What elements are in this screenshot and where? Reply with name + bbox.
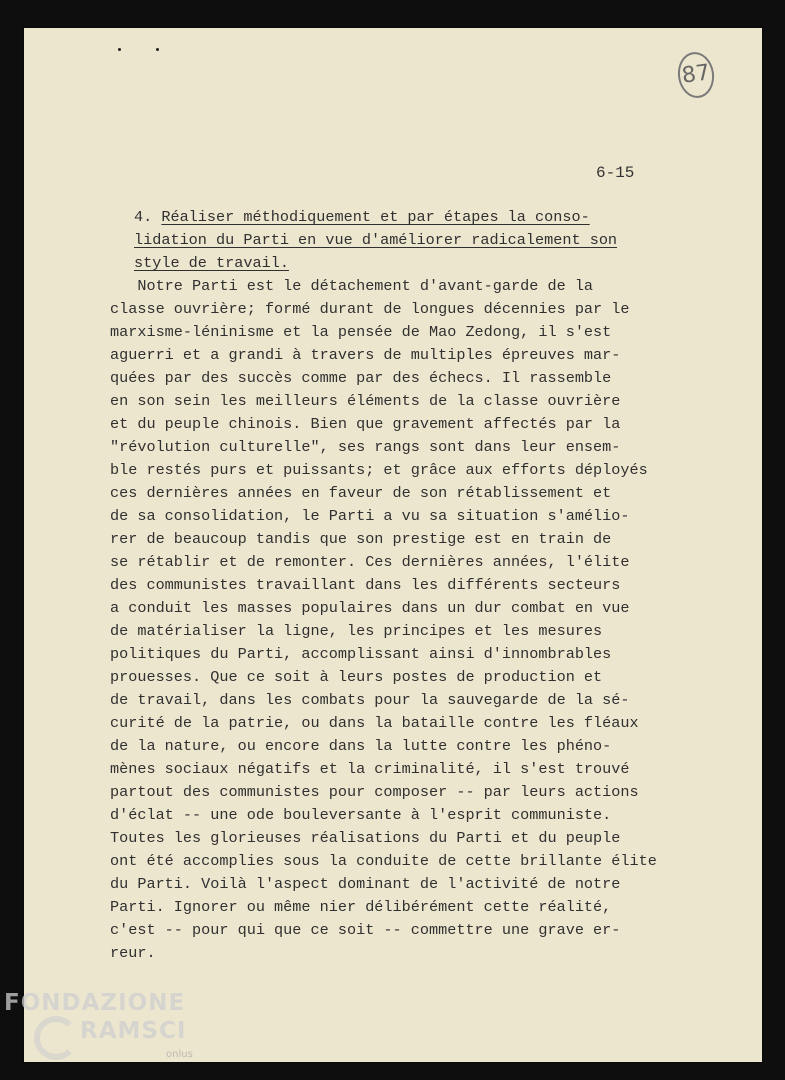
body-line: c'est -- pour qui que ce soit -- commettre une grave er- [110,921,621,939]
body-text [110,275,657,965]
body-line: rer de beaucoup tandis que son prestige est en train de [110,530,612,548]
body-line: politiques du Parti, accomplissant ainsi d'innombrables [110,645,612,663]
watermark-g-logo [34,1016,78,1060]
heading-number: 4. [134,208,162,226]
watermark-line-2: RAMSCI [80,1018,187,1044]
body-line: partout des communistes pour composer -- par leurs actions [110,783,639,801]
body-line: reur. [110,944,156,962]
body-line: de la nature, ou encore dans la lutte contre les phéno- [110,737,612,755]
body-line: "révolution culturelle", ses rangs sont dans leur ensem- [110,438,621,456]
body-line: Toutes les glorieuses réalisations du Parti et du peuple [110,829,621,847]
body-line: de travail, dans les combats pour la sauvegarde de la sé- [110,691,630,709]
body-line: prouesses. Que ce soit à leurs postes de production et [110,668,603,686]
punch-dot [118,48,121,51]
body-line: curité de la patrie, ou dans la bataille contre les fléaux [110,714,639,732]
body-line: ont été accomplies sous la conduite de cette brillante élite [110,852,657,870]
body-line: des communistes travaillant dans les différents secteurs [110,576,621,594]
body-line: d'éclat -- une ode bouleversante à l'esprit communiste. [110,806,612,824]
body-line: ces dernières années en faveur de son rétablissement et [110,484,612,502]
body-line: en son sein les meilleurs éléments de la classe ouvrière [110,392,621,410]
body-line: et du peuple chinois. Bien que gravement affectés par la [110,415,621,433]
body-line: du Parti. Voilà l'aspect dominant de l'activité de notre [110,875,621,893]
body-line: Notre Parti est le détachement d'avant-garde de la [110,277,594,295]
body-line: de matérialiser la ligne, les principes et les mesures [110,622,603,640]
heading-line-3: style de travail. [134,254,289,272]
fondazione-gramsci-watermark [4,990,193,1060]
punch-dot [156,48,159,51]
body-line: Parti. Ignorer ou même nier délibérément cette réalité, [110,898,612,916]
body-line: aguerri et a grandi à travers de multiples épreuves mar- [110,346,621,364]
body-line: classe ouvrière; formé durant de longues décennies par le [110,300,630,318]
archive-number-stamp: 87 [675,50,717,101]
body-line: ble restés purs et puissants; et grâce aux efforts déployés [110,461,648,479]
heading-line-1: Réaliser méthodiquement et par étapes la conso- [161,208,590,226]
body-line: quées par des succès comme par des échecs. Il rassemble [110,369,612,387]
document-page [24,28,762,1062]
body-line: mènes sociaux négatifs et la criminalité, il s'est trouvé [110,760,630,778]
body-line: a conduit les masses populaires dans un dur combat en vue [110,599,630,617]
heading-line-2: lidation du Parti en vue d'améliorer radicalement son [134,231,618,249]
watermark-suffix: onlus [166,1049,193,1060]
watermark-line-1: FONDAZIONE [4,990,186,1016]
body-line: se rétablir et de remonter. Ces dernières années, l'élite [110,553,630,571]
page-reference: 6-15 [596,164,635,182]
section-heading [134,206,617,275]
body-line: de sa consolidation, le Parti a vu sa situation s'amélio- [110,507,630,525]
body-line: marxisme-léninisme et la pensée de Mao Zedong, il s'est [110,323,612,341]
